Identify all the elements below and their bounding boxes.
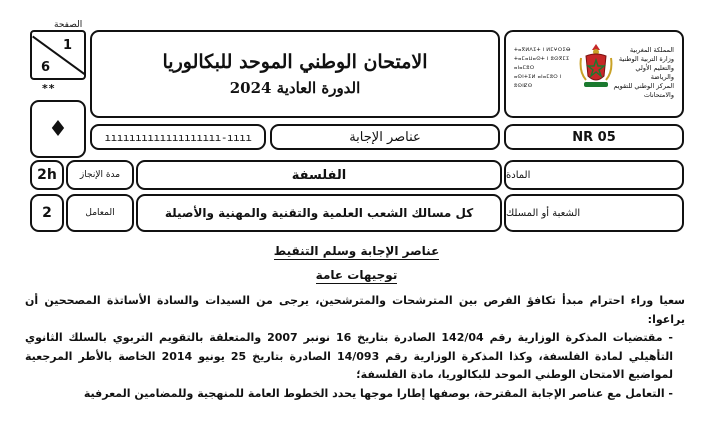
subsection-heading <box>0 268 713 282</box>
instructions-body <box>25 292 685 403</box>
section-heading <box>0 244 713 258</box>
reference-code: NR 05 <box>504 124 684 150</box>
instruction-bullet: - التعامل مع عناصر الإجابة المقترحة، بوصفها إطارا موجها يحدد الخطوط العامة للمنهجية وللمضامين المعرفية <box>83 386 673 400</box>
code-strip: ııııııııııııııııııı-ıııı <box>90 124 266 150</box>
royal-emblem-icon <box>578 42 614 90</box>
logo-line: ⴰⵙⵏⵜⵉⵍ ⴰⵏⴰⵎⵓⵔ ⵏ ⵓⵙⵏⵇⵙ <box>514 74 562 89</box>
exam-session: الدورة العادية 2024 <box>229 79 361 97</box>
page-label: الصفحة <box>54 20 83 30</box>
logo-line: ⵜⴰⴳⵍⴷⵉⵜ ⵏ ⵍⵎⵖⵔⵉⴱ <box>514 47 571 53</box>
coefficient-value: 2 <box>30 194 64 232</box>
subject-label: المادة <box>504 160 684 190</box>
diamond-mark: ♦ <box>30 100 86 158</box>
instruction-bullet: - مقتضيات المذكرة الوزارية رقم 142/04 الصادرة بتاريخ 16 نونبر 2007 والمتعلقة بالتقويم التربوي بالسلك الثانوي التأهيلي لمادة الفلسفة، وكذا المذكرة الوزارية رقم 14/093 الصادرة بتاريخ 25 يونيو 2014 الخاصة بالأطر المرجعية لمواضيع الامتحان الوطني الموحد للبكالوريا، مادة الفلسفة؛ <box>25 331 673 381</box>
ministry-logo-box <box>504 30 684 118</box>
logo-line: المملكة المغربية <box>629 46 674 54</box>
instructions-intro: سعيا وراء احترام مبدأ تكافؤ الفرص بين المترشحات والمترشحين، يرجى من السيدات والسادة الأساتذة المصححين أن يراعوا: <box>25 294 685 326</box>
logo-line: والتعليم الأولي والرياضة <box>635 64 674 81</box>
logo-line: المركز الوطني للتقويم والامتحانات <box>613 82 674 99</box>
section-heading-text: عناصر الإجابة وسلم التنقيط <box>273 244 440 258</box>
duration-value: 2h <box>30 160 64 190</box>
page-total: 6 <box>41 60 51 75</box>
exam-title-box <box>90 30 500 118</box>
ministry-name-tifinagh <box>514 46 576 91</box>
logo-line: وزارة التربية الوطنية <box>618 55 674 63</box>
page-counter <box>30 30 86 80</box>
ministry-name-arabic <box>612 46 674 100</box>
page-current: 1 <box>62 38 72 53</box>
logo-line: ⵜⴰⵎⴰⵡⴰⵙⵜ ⵏ ⵓⵙⴳⵎⵉ ⴰⵏⴰⵎⵓⵔ <box>514 56 570 71</box>
exam-title: الامتحان الوطني الموحد للبكالوريا <box>162 51 428 73</box>
coefficient-label: المعامل <box>66 194 134 232</box>
subject-value: الفلسفة <box>136 160 502 190</box>
track-label: الشعبة أو المسلك <box>504 194 684 232</box>
track-value: كل مسالك الشعب العلمية والتقنية والمهنية والأصيلة <box>136 194 502 232</box>
answer-elements-label: عناصر الإجابة <box>270 124 500 150</box>
subsection-heading-text: توجيهات عامة <box>315 268 398 282</box>
stars-mark: ** <box>42 82 56 95</box>
duration-label: مدة الإنجاز <box>66 160 134 190</box>
